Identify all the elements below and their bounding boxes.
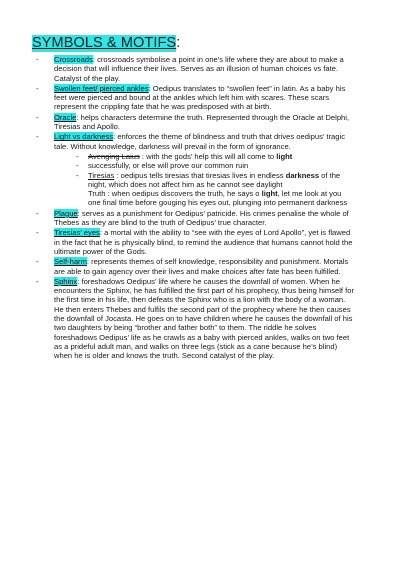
sub-item-tiresias [76,171,354,190]
term-sep: : [92,55,98,64]
description: serves as a punishment for Oedipus’ patricide. His crimes penalise the whole of Thebes as they are blind to the truth of Oedipus’ true character. [54,208,349,228]
sub-term: Tiresias [88,170,115,180]
list-item-plague [46,209,354,228]
sub-term: Avenging Laius [88,151,140,161]
sub-text: of the night, which does not affect him as he cannot see daylight [88,170,341,189]
description: a mortal with the ability to “see with the eyes of Lord Apollo”, yet is flawed in the fact that he is physically blind, to remind the audience that humans cannot hold the ultimate power of the Gods. [54,228,353,256]
sub-text: successfully, or else will prove our common ruin [88,161,249,171]
sub-text: : oedipus tells tiresias that tiresias lives in endless [114,170,286,180]
term-sep: : [86,257,92,267]
description: crossroads symbolise a point in one's life where they are about to make a decision that will influence their lives. Serves as an illusion of human choices vs fate. Catalyst of the play. [54,55,344,83]
description: helps characters determine the truth. Represented through the Oracle at Delphi, Tiresias and Apollo. [54,112,350,132]
bold-word: darkness [285,170,320,180]
bold-word: light [261,189,278,199]
list-item-crossroads [46,55,354,83]
term-sep: : [77,276,82,286]
term-sep: : [76,112,81,122]
list-item-light-vs-darkness [46,132,354,207]
page-title: SYMBOLS & MOTIFS [32,35,177,51]
list-item-tiresias-eyes [46,228,354,256]
description: enforces the theme of blindness and truth that drives oedipus’ tragic tale. Without knowledge, darkness will prevail in the form of ignorance. [54,132,345,151]
description: represents themes of self knowledge, responsibility and punishment. Mortals are able to gain agency over their lives and make choices after fate has been fulfilled. [54,257,349,276]
term: Tiresias’ eyes [54,228,100,238]
term: Sphinx [54,276,78,286]
list-item-swollen-feet [46,84,354,112]
title-row [32,34,354,55]
sub-item-truth [76,189,354,208]
list-item-oracle [46,113,354,132]
title-colon: : [176,35,181,51]
description: foreshadows Oedipus’ life where he causes the downfall of women. When he encounters the Sphinx, he has fulfilled the first part of his prophecy, thus being himself for the first time in his life, then defeats the Sphinx who is a lion with the body of a woman. He then enters Thebes and fulfils the second part of the prophecy where he then causes the downfall of Jocasta. He goes on to have children where he causes the downfall of his two daughters by being “brother and father both” to them. The riddle he solves foreshadows Oedipus’ life as he crawls as a baby with pierced ankles, walks on two feet as a prideful adult man, and walks on three legs (stick as a cane because he’s blind) when he is older and knows the truth. Second catalyst of the play. [54,276,354,361]
term-sep: : [148,83,153,93]
term: Crossroads [54,55,93,64]
term-sep: : [77,208,82,218]
term: Self-harm [54,257,87,267]
sub-text: : with the gods’ help this will all come to [139,151,277,161]
description: Oedipus translates to “swollen feet” in latin. As a baby his feet were pierced and bound at the ankles which left him with scares. These scars represent the crippling fate that he was predisposed with at birth. [54,83,346,112]
term-sep: : [99,228,105,238]
term: Plague [54,208,78,218]
sub-text: : when oedipus discovers the truth, he says o [105,189,262,199]
sub-item-avenging-laius [76,152,354,161]
list-item-sphinx [46,277,354,361]
list-item-self-harm [46,257,354,276]
term: Oracle [54,112,77,122]
term: Swollen feet/ pierced ankles [54,83,149,93]
sub-item-continuation [76,161,354,170]
motif-list [46,55,354,361]
term: Light vs darkness [54,132,114,142]
bold-word: light [276,151,293,161]
sub-term: Truth [88,189,106,199]
term-sep: : [113,132,118,142]
light-sublist [54,152,354,208]
sub-text: , let me look at you one final time before gouging his eyes out, plunging into permanent darkness [88,189,348,208]
